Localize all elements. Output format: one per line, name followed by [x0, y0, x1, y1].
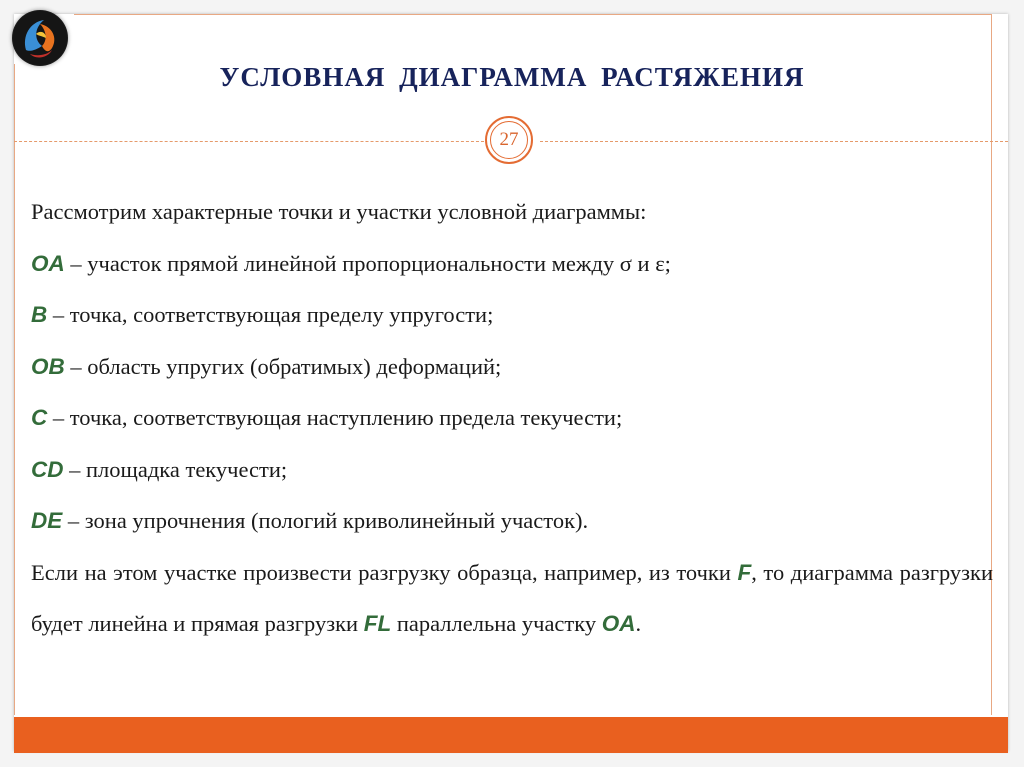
term-label: B — [31, 302, 48, 327]
page-title: УСЛОВНАЯ ДИАГРАММА РАСТЯЖЕНИЯ — [219, 62, 805, 92]
term-description: – точка, соответствующая наступлению предела текучести; — [47, 405, 623, 430]
term-description: – зона упрочнения (пологий криволинейный участок). — [62, 508, 589, 533]
term-label: FL — [363, 611, 392, 636]
term-label: DE — [31, 508, 63, 533]
list-item — [31, 289, 993, 341]
divider-right — [540, 141, 1008, 142]
term-label: CD — [31, 456, 64, 482]
term-label: OA — [601, 611, 636, 636]
frame-top-border — [74, 14, 992, 15]
paragraph-text: Если на этом участке произвести разгрузку образца, например, из точки — [31, 559, 738, 585]
paragraph-text: , то диаграмма разгрузки будет линейна и прямая разгрузки — [31, 559, 994, 636]
term-description: – площадка текучести; — [63, 456, 288, 482]
frame-left-border — [14, 64, 15, 715]
term-description: – точка, соответствующая пределу упругости; — [47, 302, 494, 327]
page-number: 27 — [490, 121, 528, 159]
footer-bar — [14, 717, 1008, 753]
term-description: – участок прямой линейной пропорциональности между σ и ε; — [64, 250, 671, 276]
unloading-paragraph — [31, 547, 993, 650]
paragraph-text: параллельна участку — [391, 611, 602, 636]
list-item — [31, 341, 993, 393]
logo-icon — [12, 10, 68, 66]
list-item — [31, 495, 993, 547]
slide-body — [31, 186, 993, 650]
term-label: OA — [31, 250, 65, 276]
divider-left — [14, 141, 484, 142]
paragraph-text: . — [635, 611, 642, 636]
term-description: – область упругих (обратимых) деформаций; — [64, 353, 502, 379]
intro-text: Рассмотрим характерные точки и участки условной диаграммы: — [31, 199, 647, 224]
term-label: C — [31, 405, 48, 430]
term-label: OB — [31, 353, 65, 379]
term-label: F — [737, 559, 752, 585]
list-item — [31, 444, 993, 496]
page-number-badge — [485, 116, 533, 164]
list-item — [31, 392, 993, 444]
list-item — [31, 238, 993, 290]
